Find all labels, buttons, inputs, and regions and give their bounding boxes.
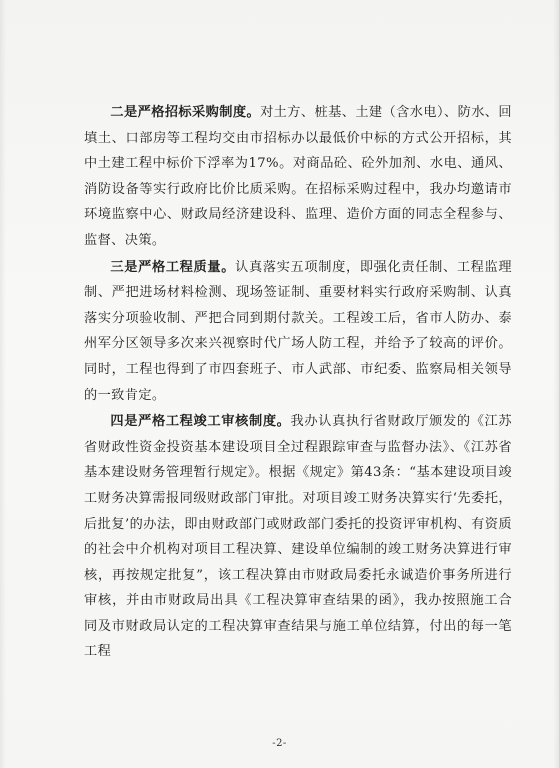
paragraph-heading: 二是严格招标采购制度。 xyxy=(110,105,261,120)
document-body xyxy=(84,100,512,665)
paragraph-heading: 四是严格工程竣工审核制度。 xyxy=(110,414,291,430)
paragraph-bidding-procurement xyxy=(84,100,512,254)
paragraph-text: 我办认真执行省财政厅颁发的《江苏省财政性资金投资基本建设项目全过程跟踪审查与监督办法》、《江苏省基本建设财务管理暂行规定》。根据《规定》第43条：“基本建设项目竣工财务决算需报同级财政部门审批。对项目竣工财务决算实行‘先委托，后批复’的办法，即由财政部门或财政部门委托的投资评审机构、有资质的社会中介机构对项目工程决算、建设单位编制的竣工财务决算进行审核，再按规定批复”，该工程决算由市财政局委托永诚造价事务所进行审核，并由市财政局出具《工程决算审查结果的函》，我办按照施工合同及市财政局认定的工程决算审查结果与施工单位结算，付出的每一笔工程 xyxy=(84,414,512,660)
paragraph-heading: 三是严格工程质量。 xyxy=(110,259,236,275)
scan-shadow-left xyxy=(0,0,6,768)
page-number: -2- xyxy=(272,738,287,749)
paragraph-engineering-quality xyxy=(84,255,512,409)
paragraph-text: 对土方、桩基、土建（含水电）、防水、回填土、口部房等工程均交由市招标办以最低价中标的方式公开招标，其中土建工程中标价下浮率为17%。对商品砼、砼外加剂、水电、通风、消防设备等实行政府比价比质采购。在招标采购过程中，我办均邀请市环境监察中心、财政局经济建设科、监理、造价方面的同志全程参与、监督、决策。 xyxy=(84,105,512,248)
scan-shadow-right xyxy=(553,0,559,768)
paragraph-completion-audit xyxy=(84,409,512,665)
paragraph-text: 认真落实五项制度，即强化责任制、工程监理制、严把进场材料检测、现场签证制、重要材料实行政府采购制、认真落实分项验收制、严把合同到期付款关。工程竣工后，省市人防办、泰州军分区领导多次来兴视察时代广场人防工程，并给予了较高的评价。同时，工程也得到了市四套班子、市人武部、市纪委、监察局相关领导的一致肯定。 xyxy=(84,259,512,403)
